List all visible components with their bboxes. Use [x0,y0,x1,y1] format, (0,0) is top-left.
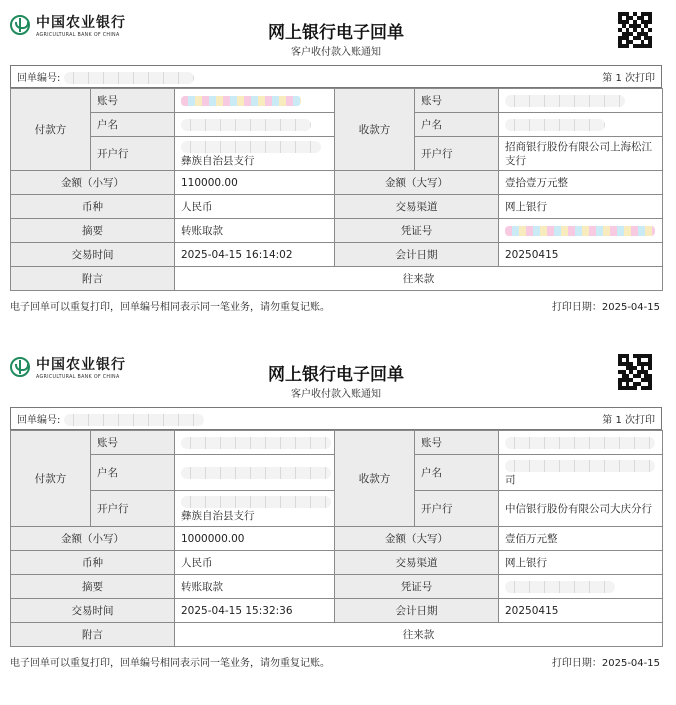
receipt-footer [10,298,662,313]
print-date: 打印日期：2025-04-15 [551,302,660,313]
time-label: 交易时间 [11,599,175,623]
payer-bank-value: 彝族自治县支行 [175,491,335,527]
payee-account-value [499,89,663,113]
payer-name-label: 户名 [91,455,175,491]
payer-bank-value: 彝族自治县支行 [175,137,335,171]
remark-value: 往来款 [175,267,663,291]
qr-code-icon [618,354,652,390]
currency-label: 币种 [11,195,175,219]
payee-account-value [499,431,663,455]
payer-account-value [175,89,335,113]
receipt-1 [10,10,662,313]
redacted-receipt-no [64,414,204,426]
payer-account-label: 账号 [91,431,175,455]
time-value: 2025-04-15 16:14:02 [175,243,335,267]
acct-date-label: 会计日期 [335,599,499,623]
payee-name-label: 户名 [415,113,499,137]
voucher-value [499,219,663,243]
redacted-receipt-no [64,72,194,84]
receipt-no-bar [10,65,662,88]
receipt-no-label: 回单编号: [17,415,61,426]
bank-name-cn: 中国农业银行 [36,357,126,373]
qr-code-icon [618,12,652,48]
payee-group-label: 收款方 [335,431,415,527]
acct-date-value: 20250415 [499,243,663,267]
receipt-footer [10,654,662,669]
bank-name-en: AGRICULTURAL BANK OF CHINA [36,33,120,38]
amount-small-value: 110000.00 [175,171,335,195]
print-count: 第 1 次打印 [602,415,655,426]
receipt-subtitle: 客户收付款入账通知 [291,389,381,400]
payer-group-label: 付款方 [11,89,91,171]
time-value: 2025-04-15 15:32:36 [175,599,335,623]
receipt-table [10,430,663,647]
receipt-header [10,10,662,62]
summary-value: 转账取款 [175,219,335,243]
payee-bank-value: 招商银行股份有限公司上海松江 支行 [499,137,663,171]
currency-value: 人民币 [175,551,335,575]
amount-big-label: 金额（大写） [335,171,499,195]
receipt-header [10,352,662,404]
print-date: 打印日期：2025-04-15 [551,658,660,669]
channel-value: 网上银行 [499,551,663,575]
amount-big-label: 金额（大写） [335,527,499,551]
amount-small-label: 金额（小写） [11,527,175,551]
time-label: 交易时间 [11,243,175,267]
payee-account-label: 账号 [415,89,499,113]
acct-date-value: 20250415 [499,599,663,623]
amount-big-value: 壹拾壹万元整 [499,171,663,195]
bank-name-cn: 中国农业银行 [36,15,126,31]
receipt-title: 网上银行电子回单 [268,23,404,43]
remark-value: 往来款 [175,623,663,647]
voucher-label: 凭证号 [335,219,499,243]
receipt-no-bar [10,407,662,430]
footer-note: 电子回单可以重复打印，回单编号相同表示同一笔业务，请勿重复记账。 [10,658,330,669]
acct-date-label: 会计日期 [335,243,499,267]
bank-name-en: AGRICULTURAL BANK OF CHINA [36,375,120,380]
receipt-title: 网上银行电子回单 [268,365,404,385]
payee-bank-value: 中信银行股份有限公司大庆分行 [499,491,663,527]
remark-label: 附言 [11,623,175,647]
payer-account-value [175,431,335,455]
receipt-2 [10,352,662,669]
voucher-value [499,575,663,599]
receipt-table [10,88,663,291]
currency-label: 币种 [11,551,175,575]
payee-name-value [499,113,663,137]
voucher-label: 凭证号 [335,575,499,599]
payee-group-label: 收款方 [335,89,415,171]
payer-name-value [175,113,335,137]
remark-label: 附言 [11,267,175,291]
payer-bank-label: 开户行 [91,137,175,171]
amount-big-value: 壹佰万元整 [499,527,663,551]
channel-label: 交易渠道 [335,195,499,219]
summary-label: 摘要 [11,575,175,599]
payee-name-value: 司 [499,455,663,491]
payee-account-label: 账号 [415,431,499,455]
payer-name-label: 户名 [91,113,175,137]
footer-note: 电子回单可以重复打印，回单编号相同表示同一笔业务，请勿重复记账。 [10,302,330,313]
channel-label: 交易渠道 [335,551,499,575]
currency-value: 人民币 [175,195,335,219]
payee-bank-label: 开户行 [415,137,499,171]
print-count: 第 1 次打印 [602,73,655,84]
summary-value: 转账取款 [175,575,335,599]
payer-bank-label: 开户行 [91,491,175,527]
payee-bank-label: 开户行 [415,491,499,527]
payer-name-value [175,455,335,491]
receipt-subtitle: 客户收付款入账通知 [291,47,381,58]
receipt-no-label: 回单编号: [17,73,61,84]
channel-value: 网上银行 [499,195,663,219]
payer-account-label: 账号 [91,89,175,113]
summary-label: 摘要 [11,219,175,243]
amount-small-value: 1000000.00 [175,527,335,551]
amount-small-label: 金额（小写） [11,171,175,195]
payer-group-label: 付款方 [11,431,91,527]
payee-name-label: 户名 [415,455,499,491]
